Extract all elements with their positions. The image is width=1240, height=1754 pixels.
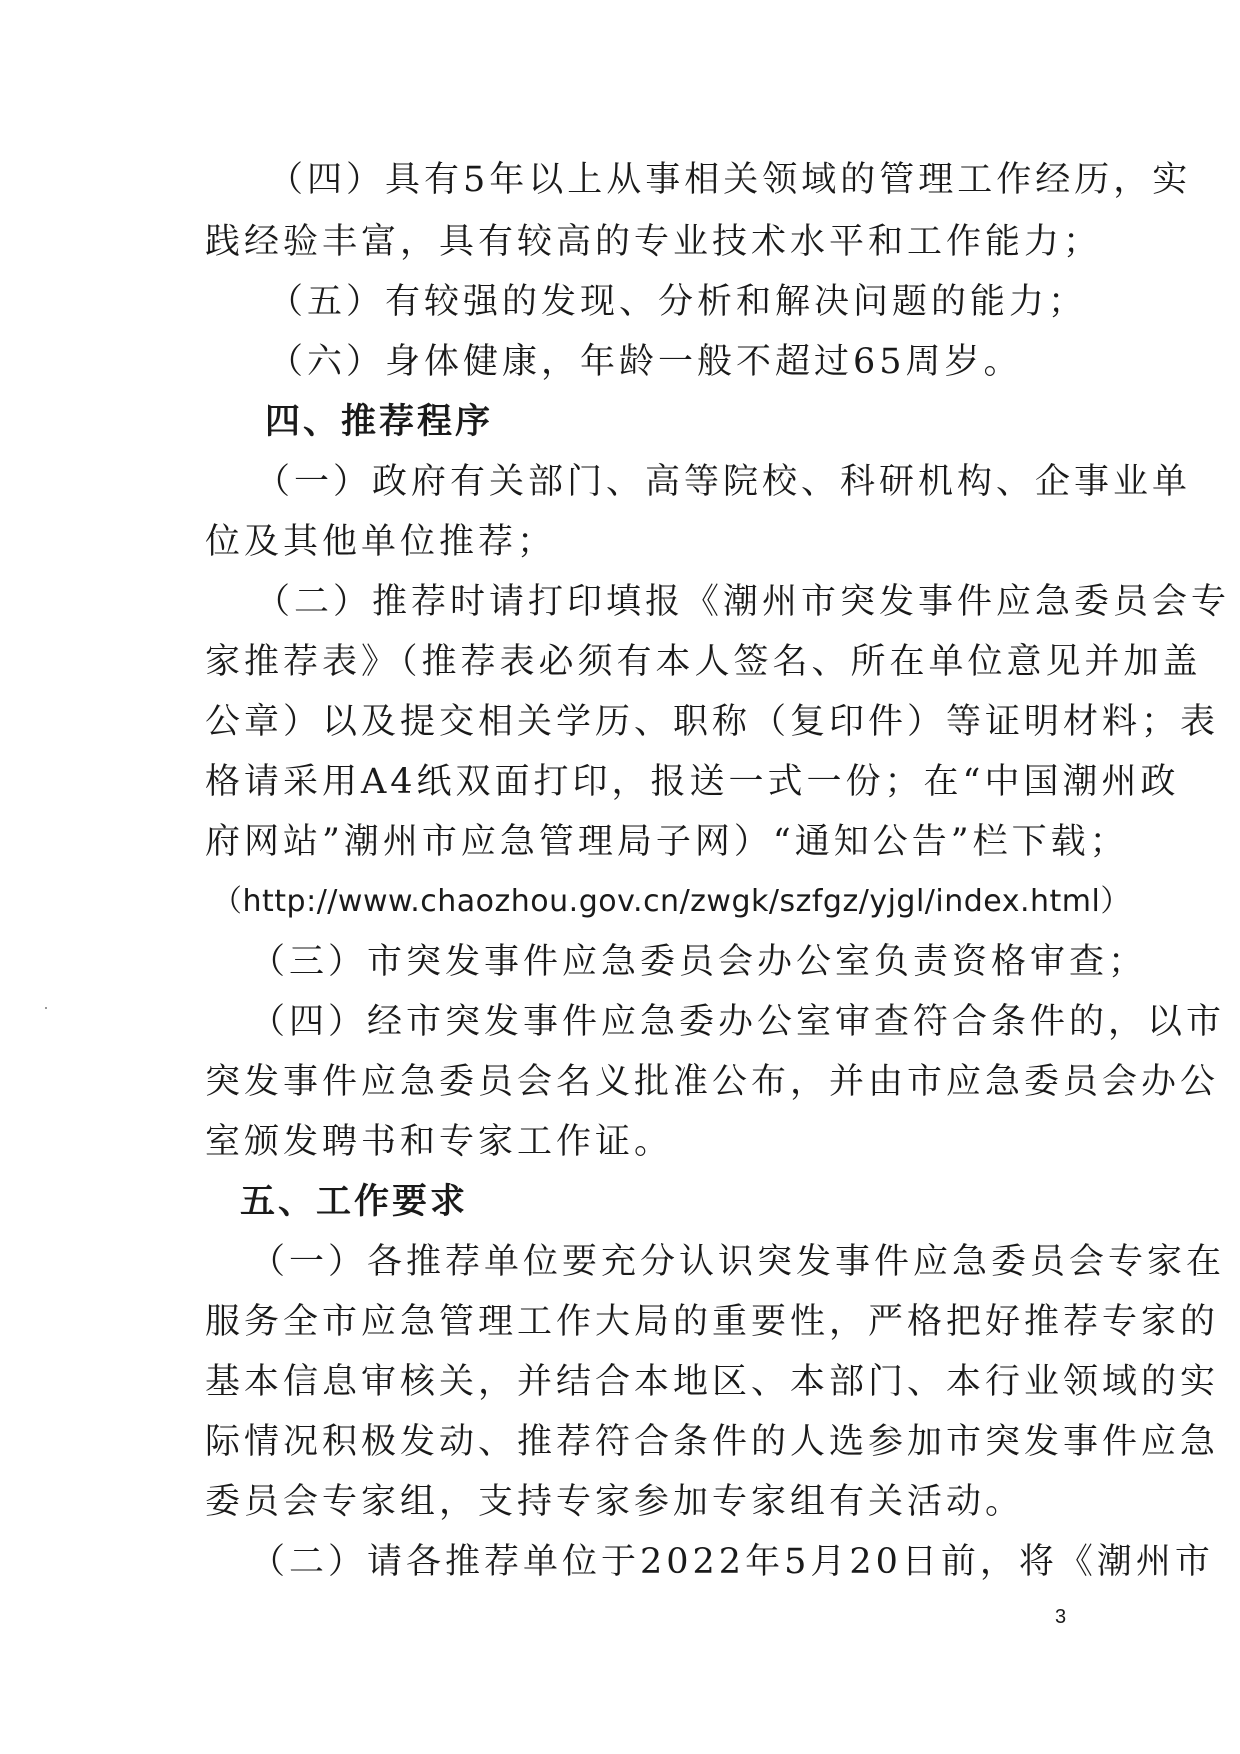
section-heading: 五、工作要求 xyxy=(240,1182,469,1222)
paragraph-line: （二）请各推荐单位于2022年5月20日前，将《潮州市 xyxy=(250,1542,1214,1582)
paragraph-line: （二）推荐时请打印填报《潮州市突发事件应急委员会专 xyxy=(255,582,1231,622)
section-heading: 四、推荐程序 xyxy=(265,402,494,442)
paragraph-line: （三）市突发事件应急委员会办公室负责资格审查； xyxy=(250,942,1148,982)
paragraph-line: 公章）以及提交相关学历、职称（复印件）等证明材料；表 xyxy=(205,702,1220,742)
paragraph-line: 家推荐表》（推荐表必须有本人签名、所在单位意见并加盖 xyxy=(205,642,1202,682)
paragraph-line: 践经验丰富，具有较高的专业技术水平和工作能力； xyxy=(205,222,1103,262)
paragraph-line: （一）各推荐单位要充分认识突发事件应急委员会专家在 xyxy=(250,1242,1226,1282)
paragraph-line: 际情况积极发动、推荐符合条件的人选参加市突发事件应急 xyxy=(205,1422,1220,1462)
paragraph-line: （四）经市突发事件应急委办公室审查符合条件的，以市 xyxy=(250,1002,1226,1042)
page-number: 3 xyxy=(1055,1606,1067,1628)
paragraph-line: （六）身体健康，年龄一般不超过65周岁。 xyxy=(268,342,1023,382)
paragraph-line: 委员会专家组，支持专家参加专家组有关活动。 xyxy=(205,1482,1025,1522)
paragraph-line: 服务全市应急管理工作大局的重要性，严格把好推荐专家的 xyxy=(205,1302,1220,1342)
paragraph-line: 府网站”潮州市应急管理局子网）“通知公告”栏下载； xyxy=(205,822,1129,862)
paragraph-line: 基本信息审核关，并结合本地区、本部门、本行业领域的实 xyxy=(205,1362,1220,1402)
paragraph-line: 突发事件应急委员会名义批准公布，并由市应急委员会办公 xyxy=(205,1062,1220,1102)
paragraph-line: 格请采用A4纸双面打印，报送一式一份；在“中国潮州政 xyxy=(205,762,1180,802)
paragraph-line: （五）有较强的发现、分析和解决问题的能力； xyxy=(268,282,1088,322)
download-url: （http://www.chaozhou.gov.cn/zwgk/szfgz/yjgl/index.html） xyxy=(212,884,1131,919)
scan-speck xyxy=(45,1007,47,1009)
paragraph-line: （四）具有5年以上从事相关领域的管理工作经历，实 xyxy=(268,160,1192,200)
paragraph-line: （一）政府有关部门、高等院校、科研机构、企事业单 xyxy=(255,462,1192,502)
paragraph-line: 室颁发聘书和专家工作证。 xyxy=(205,1122,674,1162)
paragraph-line: 位及其他单位推荐； xyxy=(205,522,557,562)
